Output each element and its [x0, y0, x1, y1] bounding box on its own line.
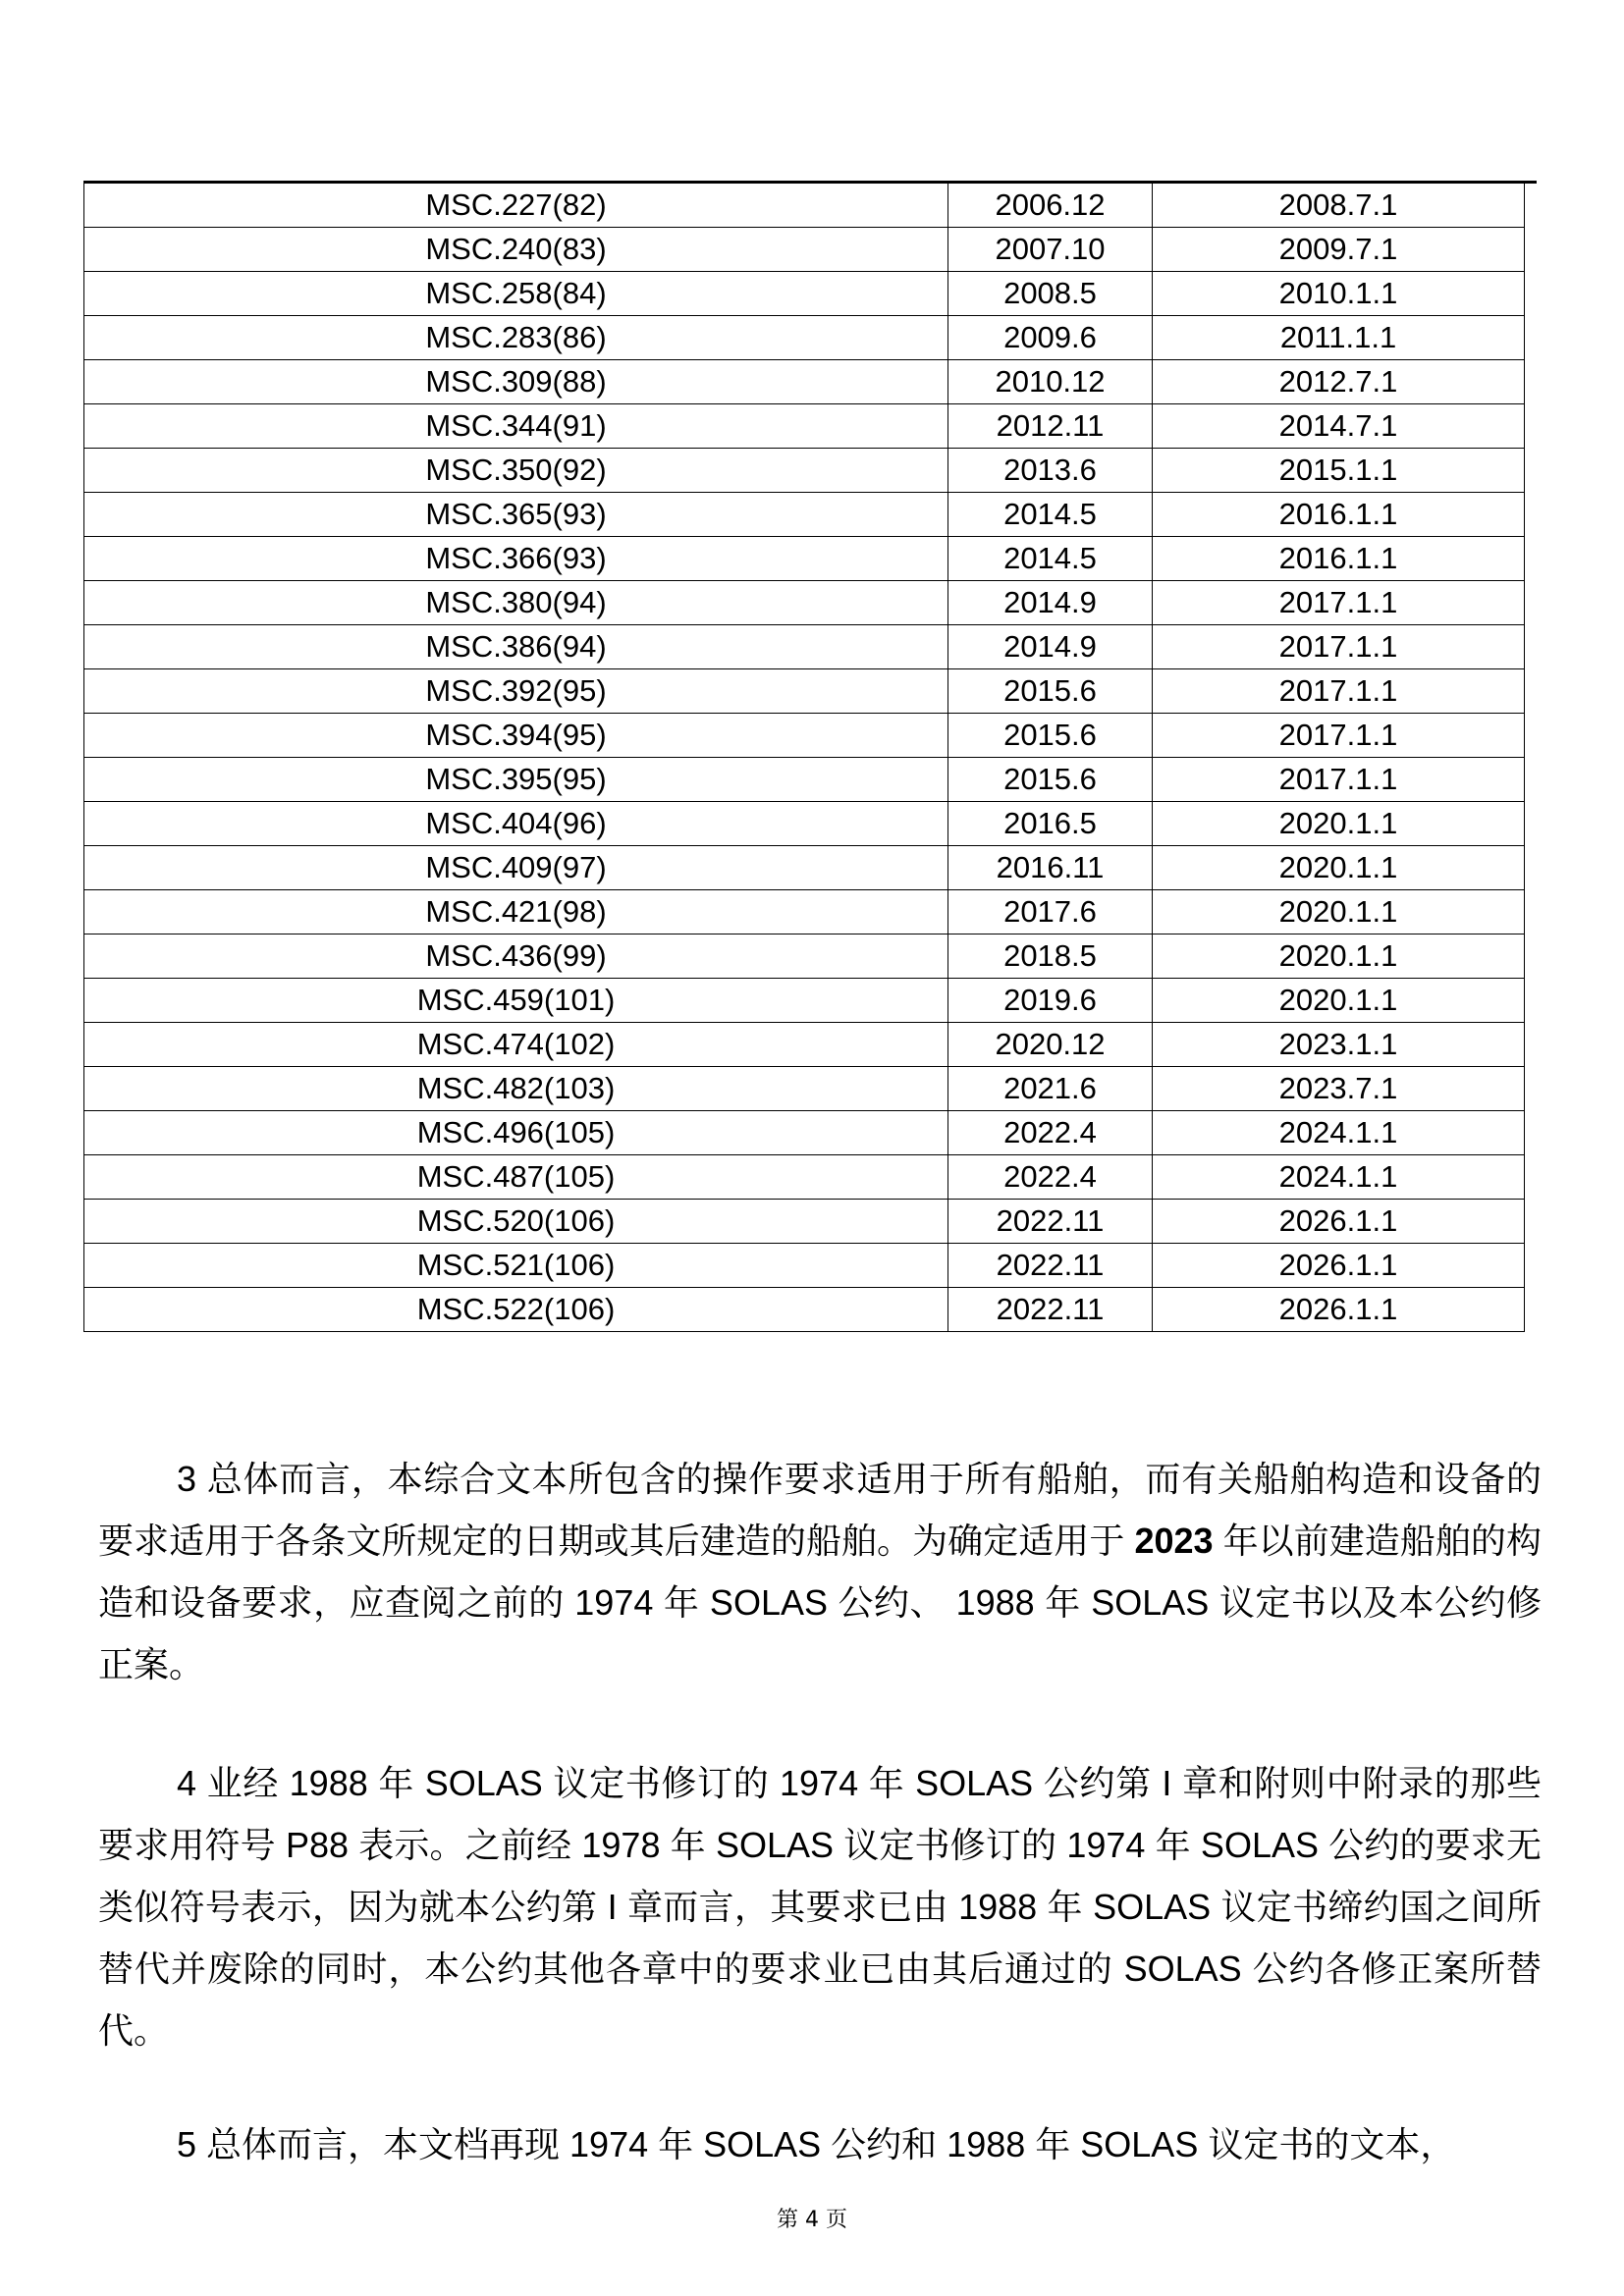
table-row [84, 1200, 1525, 1244]
resolution-cell: MSC.520(106) [84, 1200, 948, 1244]
table-row [84, 1067, 1525, 1111]
table-row [84, 979, 1525, 1023]
table-row [84, 758, 1525, 802]
table-row [84, 404, 1525, 449]
resolution-cell: MSC.350(92) [84, 449, 948, 493]
resolution-cell: MSC.283(86) [84, 316, 948, 360]
entry-into-force-cell: 2020.1.1 [1153, 934, 1525, 979]
table-row [84, 1288, 1525, 1332]
resolution-cell: MSC.380(94) [84, 581, 948, 625]
table-row [84, 493, 1525, 537]
entry-into-force-cell: 2026.1.1 [1153, 1288, 1525, 1332]
resolution-cell: MSC.258(84) [84, 272, 948, 316]
entry-into-force-cell: 2014.7.1 [1153, 404, 1525, 449]
entry-into-force-cell: 2026.1.1 [1153, 1244, 1525, 1288]
entry-into-force-cell: 2024.1.1 [1153, 1111, 1525, 1155]
resolution-cell: MSC.474(102) [84, 1023, 948, 1067]
table-row [84, 1244, 1525, 1288]
resolution-cell: MSC.227(82) [84, 184, 948, 228]
resolution-cell: MSC.404(96) [84, 802, 948, 846]
paragraph-3-text-a: 3 总体而言，本综合文本所包含的操作要求适用于所有船舶，而有关船舶构造和设备的要求适用于各条文所规定的日期或其后建造的船舶。为确定适用于 [98, 1459, 1542, 1561]
entry-into-force-cell: 2024.1.1 [1153, 1155, 1525, 1200]
entry-into-force-cell: 2015.1.1 [1153, 449, 1525, 493]
paragraph-3 [98, 1448, 1542, 1695]
table-row [84, 360, 1525, 404]
adoption-date-cell: 2022.11 [948, 1244, 1153, 1288]
table-row [84, 890, 1525, 934]
adoption-date-cell: 2019.6 [948, 979, 1153, 1023]
table-row [84, 625, 1525, 669]
resolution-cell: MSC.521(106) [84, 1244, 948, 1288]
entry-into-force-cell: 2017.1.1 [1153, 758, 1525, 802]
adoption-date-cell: 2014.9 [948, 625, 1153, 669]
resolution-cell: MSC.365(93) [84, 493, 948, 537]
table-row [84, 272, 1525, 316]
entry-into-force-cell: 2023.1.1 [1153, 1023, 1525, 1067]
table-row [84, 228, 1525, 272]
paragraph-5: 5 总体而言，本文档再现 1974 年 SOLAS 公约和 1988 年 SOLAS 议定书的文本， [177, 2124, 1456, 2164]
adoption-date-cell: 2012.11 [948, 404, 1153, 449]
adoption-date-cell: 2014.9 [948, 581, 1153, 625]
table-row [84, 537, 1525, 581]
entry-into-force-cell: 2026.1.1 [1153, 1200, 1525, 1244]
adoption-date-cell: 2015.6 [948, 714, 1153, 758]
adoption-date-cell: 2010.12 [948, 360, 1153, 404]
adoption-date-cell: 2021.6 [948, 1067, 1153, 1111]
adoption-date-cell: 2014.5 [948, 537, 1153, 581]
adoption-date-cell: 2007.10 [948, 228, 1153, 272]
entry-into-force-cell: 2017.1.1 [1153, 714, 1525, 758]
resolution-cell: MSC.309(88) [84, 360, 948, 404]
adoption-date-cell: 2016.11 [948, 846, 1153, 890]
table-row [84, 714, 1525, 758]
adoption-date-cell: 2009.6 [948, 316, 1153, 360]
amendments-table-body [84, 184, 1525, 1332]
table-row [84, 1111, 1525, 1155]
entry-into-force-cell: 2020.1.1 [1153, 802, 1525, 846]
adoption-date-cell: 2018.5 [948, 934, 1153, 979]
resolution-cell: MSC.366(93) [84, 537, 948, 581]
adoption-date-cell: 2022.11 [948, 1288, 1153, 1332]
amendments-table [83, 183, 1525, 1332]
resolution-cell: MSC.496(105) [84, 1111, 948, 1155]
table-row [84, 449, 1525, 493]
resolution-cell: MSC.522(106) [84, 1288, 948, 1332]
entry-into-force-cell: 2009.7.1 [1153, 228, 1525, 272]
resolution-cell: MSC.409(97) [84, 846, 948, 890]
resolution-cell: MSC.240(83) [84, 228, 948, 272]
entry-into-force-cell: 2023.7.1 [1153, 1067, 1525, 1111]
table-row [84, 316, 1525, 360]
paragraph-3-text-b: 年以前建造船舶的构造和设备要求，应查阅之前的 1974 年 SOLAS 公约、 1988 年 SOLAS 议定书以及本公约修正案。 [98, 1521, 1542, 1684]
resolution-cell: MSC.487(105) [84, 1155, 948, 1200]
entry-into-force-cell: 2020.1.1 [1153, 890, 1525, 934]
entry-into-force-cell: 2008.7.1 [1153, 184, 1525, 228]
resolution-cell: MSC.436(99) [84, 934, 948, 979]
entry-into-force-cell: 2010.1.1 [1153, 272, 1525, 316]
table-row [84, 1023, 1525, 1067]
entry-into-force-cell: 2020.1.1 [1153, 846, 1525, 890]
entry-into-force-cell: 2012.7.1 [1153, 360, 1525, 404]
entry-into-force-cell: 2016.1.1 [1153, 537, 1525, 581]
entry-into-force-cell: 2011.1.1 [1153, 316, 1525, 360]
table-row [84, 669, 1525, 714]
adoption-date-cell: 2013.6 [948, 449, 1153, 493]
adoption-date-cell: 2022.11 [948, 1200, 1153, 1244]
adoption-date-cell: 2006.12 [948, 184, 1153, 228]
paragraph-4: 4 业经 1988 年 SOLAS 议定书修订的 1974 年 SOLAS 公约第 I 章和附则中附录的那些要求用符号 P88 表示。之前经 1978 年 SOLAS 议定书修订的 1974 年 SOLAS 公约的要求无类似符号表示，因为就本公约第 I 章而言，其要求已由 1988 年 SOLAS 议定书缔约国之间所替代并废除的同时，本公约其他各章中的要求业已由其后通过的 SOLAS 公约各修正案所替代。 [98, 1763, 1542, 2051]
table-row [84, 934, 1525, 979]
entry-into-force-cell: 2020.1.1 [1153, 979, 1525, 1023]
resolution-cell: MSC.344(91) [84, 404, 948, 449]
resolution-cell: MSC.395(95) [84, 758, 948, 802]
table-row [84, 581, 1525, 625]
paragraph-3-year-bold: 2023 [1134, 1521, 1214, 1561]
resolution-cell: MSC.459(101) [84, 979, 948, 1023]
adoption-date-cell: 2008.5 [948, 272, 1153, 316]
adoption-date-cell: 2020.12 [948, 1023, 1153, 1067]
entry-into-force-cell: 2017.1.1 [1153, 581, 1525, 625]
adoption-date-cell: 2022.4 [948, 1155, 1153, 1200]
adoption-date-cell: 2015.6 [948, 758, 1153, 802]
resolution-cell: MSC.392(95) [84, 669, 948, 714]
adoption-date-cell: 2017.6 [948, 890, 1153, 934]
table-row [84, 1155, 1525, 1200]
table-row [84, 184, 1525, 228]
entry-into-force-cell: 2017.1.1 [1153, 669, 1525, 714]
table-row [84, 802, 1525, 846]
resolution-cell: MSC.386(94) [84, 625, 948, 669]
entry-into-force-cell: 2017.1.1 [1153, 625, 1525, 669]
resolution-cell: MSC.421(98) [84, 890, 948, 934]
table-row [84, 846, 1525, 890]
adoption-date-cell: 2016.5 [948, 802, 1153, 846]
entry-into-force-cell: 2016.1.1 [1153, 493, 1525, 537]
resolution-cell: MSC.394(95) [84, 714, 948, 758]
resolution-cell: MSC.482(103) [84, 1067, 948, 1111]
page-number: 第 4 页 [777, 2208, 847, 2232]
adoption-date-cell: 2015.6 [948, 669, 1153, 714]
adoption-date-cell: 2014.5 [948, 493, 1153, 537]
adoption-date-cell: 2022.4 [948, 1111, 1153, 1155]
